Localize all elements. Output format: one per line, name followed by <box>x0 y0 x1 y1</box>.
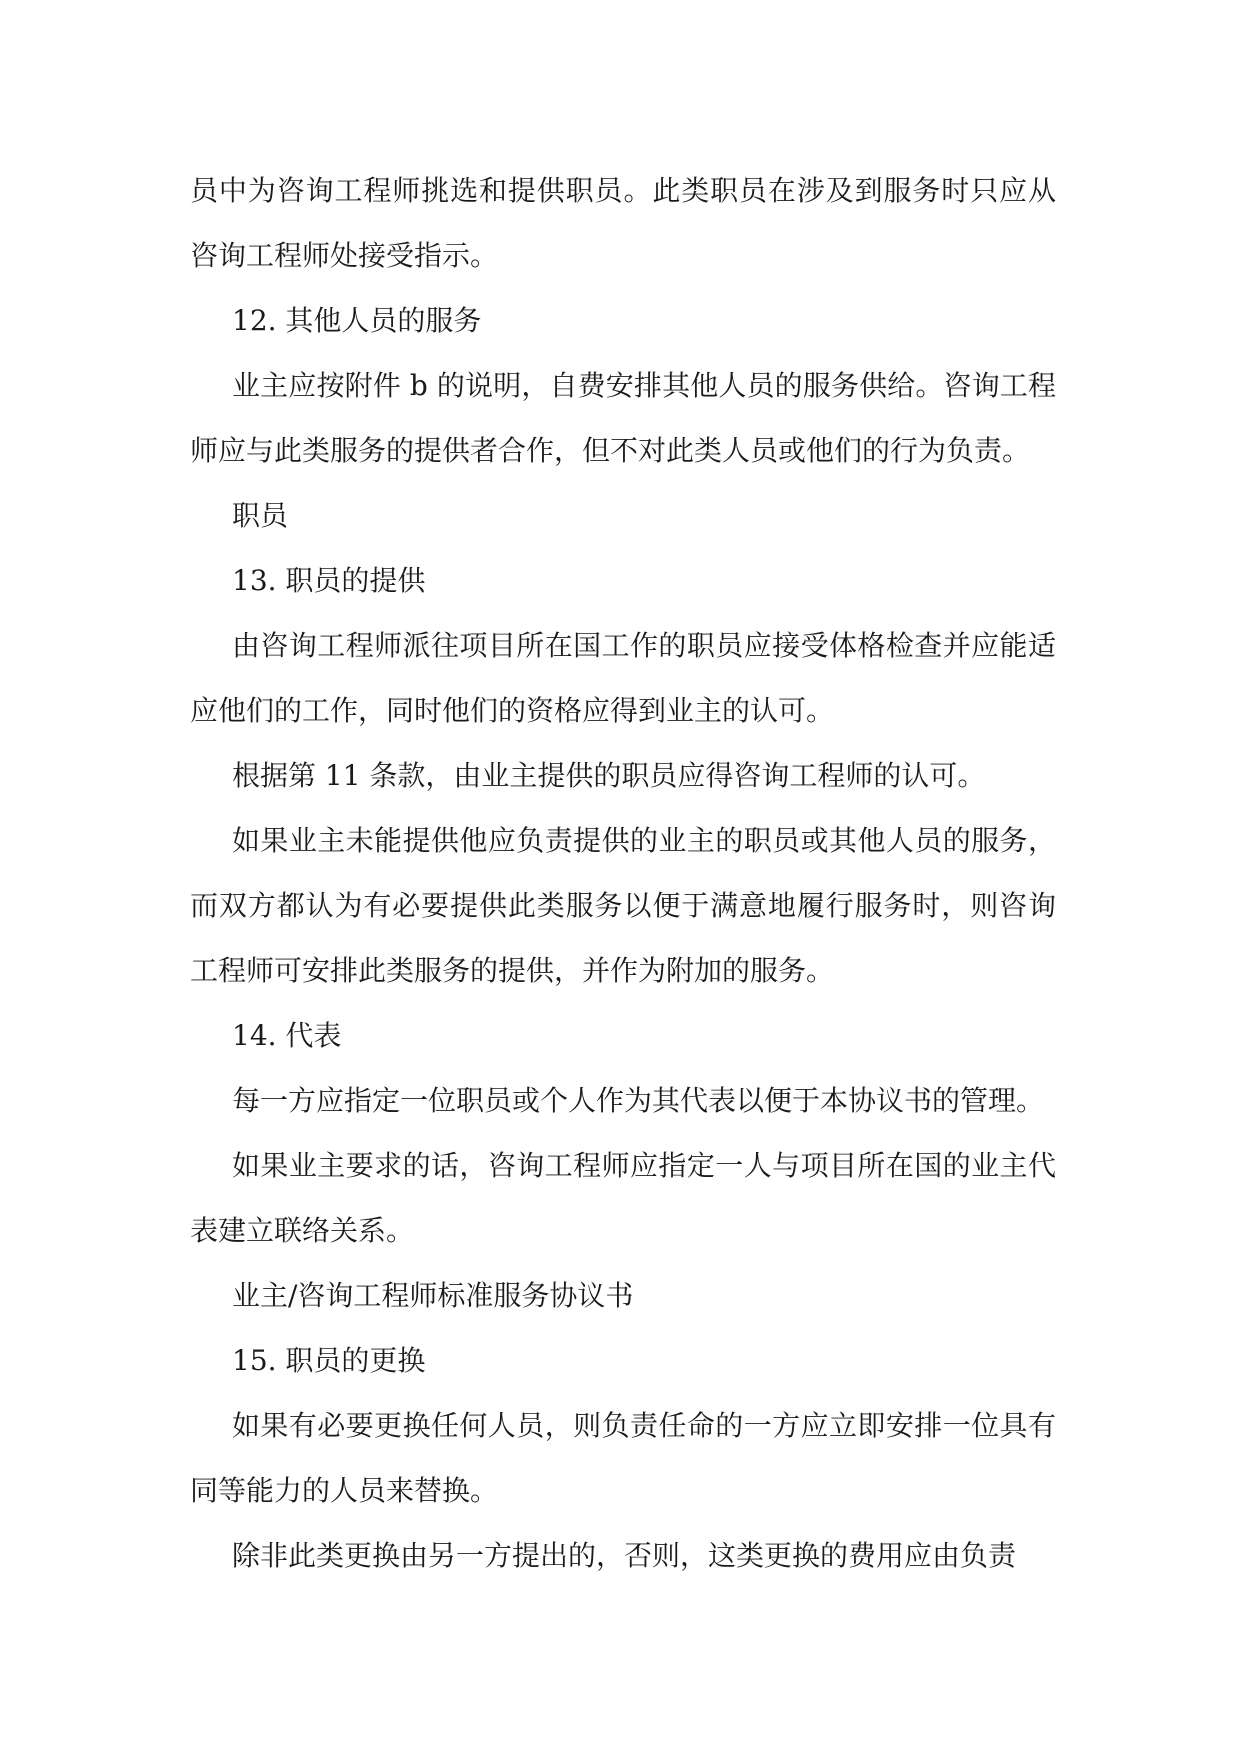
section-heading-14: 14. 代表 <box>232 1019 342 1052</box>
document-body <box>190 158 1056 1588</box>
section-label: 职员 <box>232 499 289 532</box>
section-heading-15: 15. 职员的更换 <box>232 1344 426 1377</box>
paragraph: 如果业主未能提供他应负责提供的业主的职员或其他人员的服务，而双方都认为有必要提供此类服务以便于满意地履行服务时，则咨询工程师可安排此类服务的提供，并作为附加的服务。 <box>190 824 1056 987</box>
paragraph: 如果有必要更换任何人员，则负责任命的一方应立即安排一位具有同等能力的人员来替换。 <box>190 1409 1056 1507</box>
paragraph-continuation: 员中为咨询工程师挑选和提供职员。此类职员在涉及到服务时只应从咨询工程师处接受指示。 <box>190 174 1056 272</box>
paragraph: 业主应按附件 b 的说明，自费安排其他人员的服务供给。咨询工程师应与此类服务的提供者合作，但不对此类人员或他们的行为负责。 <box>190 369 1056 467</box>
paragraph: 每一方应指定一位职员或个人作为其代表以便于本协议书的管理。 <box>232 1084 1045 1117</box>
paragraph: 由咨询工程师派往项目所在国工作的职员应接受体格检查并应能适应他们的工作，同时他们的资格应得到业主的认可。 <box>190 629 1056 727</box>
paragraph: 如果业主要求的话，咨询工程师应指定一人与项目所在国的业主代表建立联络关系。 <box>190 1149 1056 1247</box>
section-heading-12: 12. 其他人员的服务 <box>232 304 482 337</box>
running-title: 业主/咨询工程师标准服务协议书 <box>232 1279 634 1312</box>
section-heading-13: 13. 职员的提供 <box>232 564 426 597</box>
paragraph: 除非此类更换由另一方提出的，否则，这类更换的费用应由负责 <box>232 1539 1017 1572</box>
paragraph: 根据第 11 条款，由业主提供的职员应得咨询工程师的认可。 <box>232 759 986 792</box>
